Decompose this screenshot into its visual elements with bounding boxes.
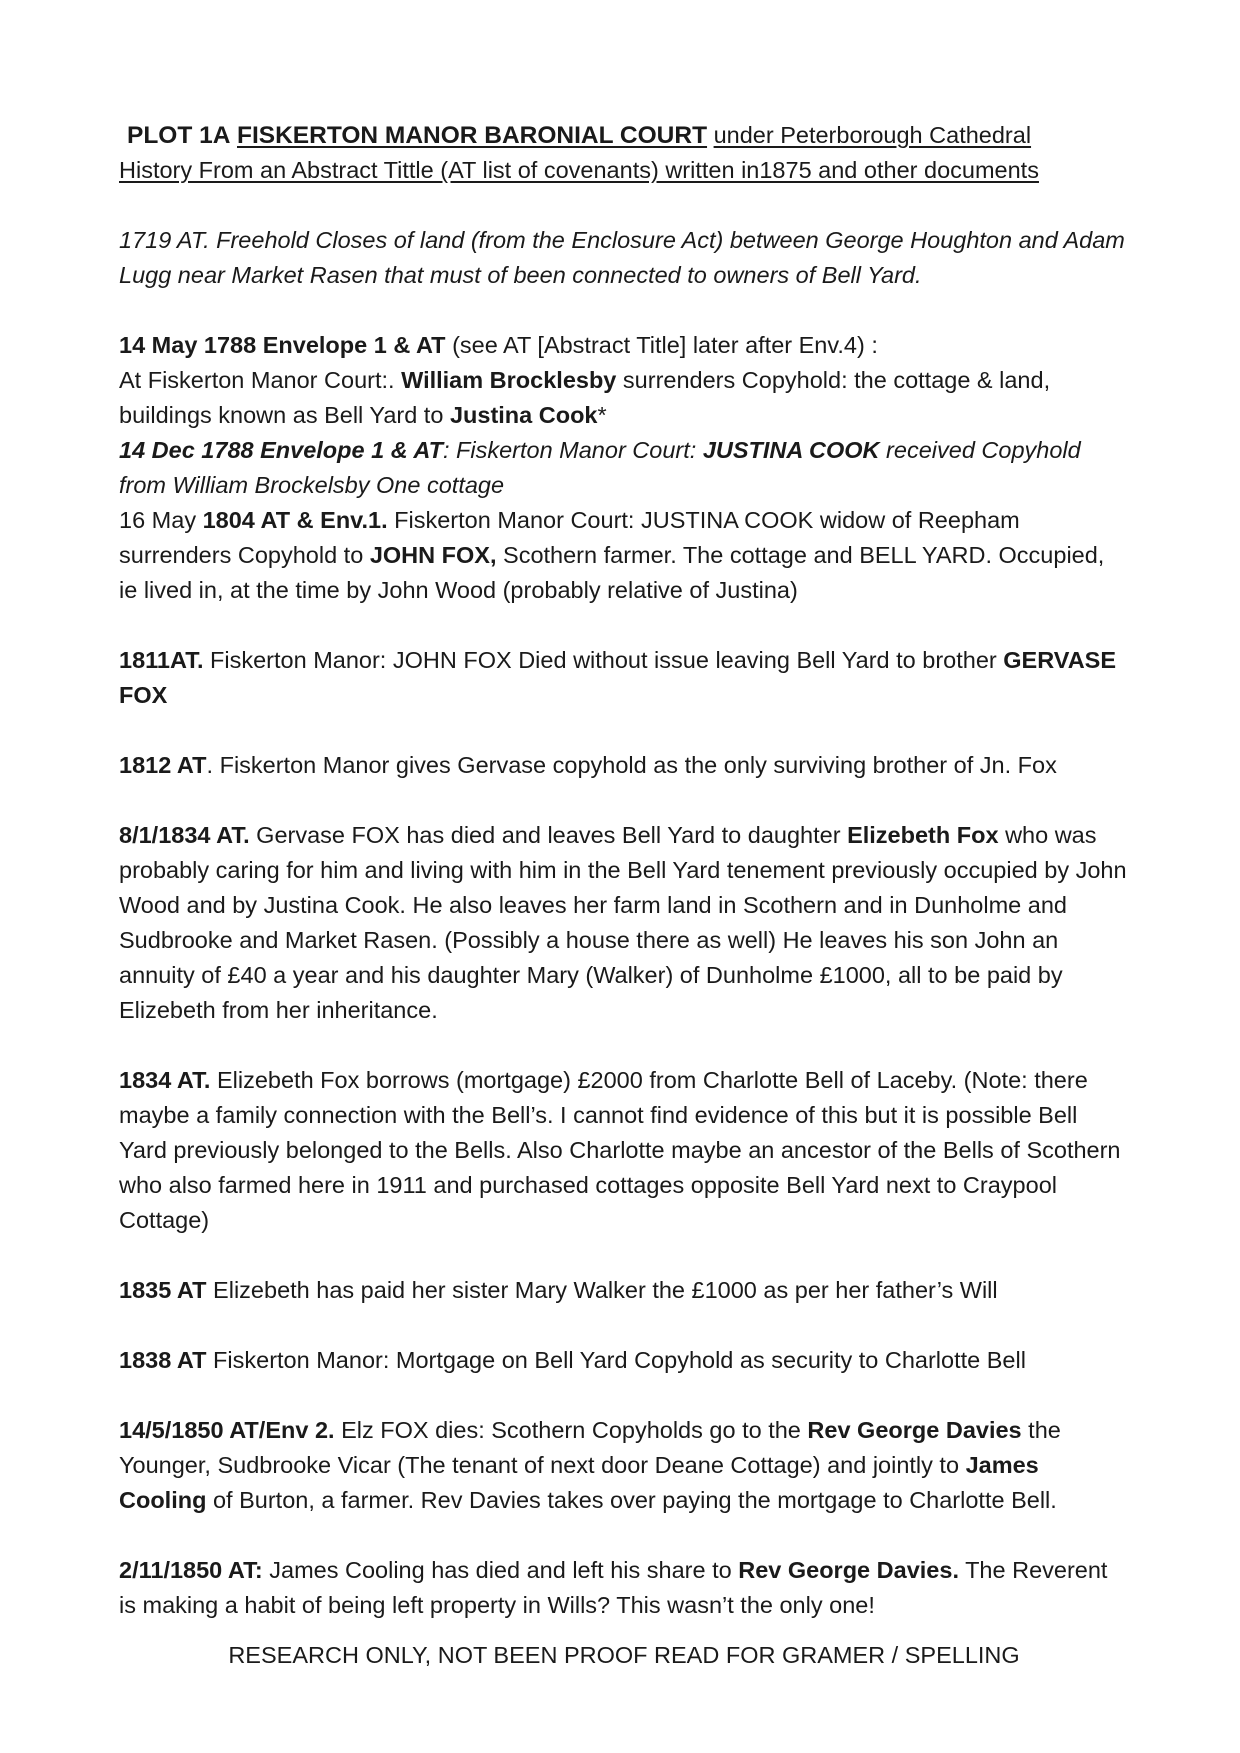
entry-1804 <box>119 503 1129 608</box>
entry-date: 1835 AT <box>119 1277 207 1303</box>
entry-1812 <box>119 748 1129 783</box>
entry-date: 1804 AT & Env.1. <box>202 507 388 533</box>
entry-1834 <box>119 1063 1129 1238</box>
entry-date: 1834 AT. <box>119 1067 211 1093</box>
entry-1838 <box>119 1343 1129 1378</box>
spacer <box>119 1378 1129 1413</box>
entry-text: Scothern farmer. The cottage and BELL YARD. Occupied, ie lived in, at the time by John Wood (probably relative of Justina) <box>119 542 1105 603</box>
entry-1811 <box>119 643 1129 713</box>
entry-text: Gervase FOX has died and leaves Bell Yard to daughter <box>249 822 848 848</box>
title-plot: PLOT 1A <box>127 122 231 149</box>
spacer <box>119 608 1129 643</box>
entry-text: (see AT [Abstract Title] later after Env.4) : <box>445 332 878 358</box>
entry-person: JUSTINA COOK <box>702 437 880 463</box>
entry-text: the Younger, Sudbrooke Vicar (The tenant of next door Deane Cottage) and jointly to <box>119 1417 1061 1478</box>
footer-note: RESEARCH ONLY, NOT BEEN PROOF READ FOR GRAMER / SPELLING <box>228 1642 1020 1668</box>
entry-person: Rev George Davies <box>807 1417 1022 1443</box>
entry-person: Elizebeth Fox <box>847 822 999 848</box>
spacer <box>119 293 1129 328</box>
entry-text: Elizebeth has paid her sister Mary Walker the £1000 as per her father’s Will <box>206 1277 998 1303</box>
entry-date: 14/5/1850 AT/Env 2. <box>119 1417 335 1443</box>
entry-text: James Cooling has died and left his share to <box>262 1557 739 1583</box>
entry-date: 1812 AT <box>119 752 207 778</box>
entry-date: 2/11/1850 AT: <box>119 1557 263 1583</box>
entry-1850-may <box>119 1413 1129 1518</box>
entry-1788-dec <box>119 433 1129 503</box>
spacer <box>119 1028 1129 1063</box>
entry-person: JOHN FOX, <box>369 542 497 568</box>
entry-text: Fiskerton Manor: Mortgage on Bell Yard Copyhold as security to Charlotte Bell <box>206 1347 1026 1373</box>
entry-text: Fiskerton Manor Court: JUSTINA COOK widow of Reepham surrenders Copyhold to <box>119 507 1020 568</box>
spacer <box>119 1308 1129 1343</box>
entry-text: Elizebeth Fox borrows (mortgage) £2000 from Charlotte Bell of Laceby. (Note: there maybe a family connection with the Bell’s. I cannot find evidence of this but it is possible Bell Yard previously belonged to the Bells. Also Charlotte maybe an ancestor of the Bells of Scothern who also farmed here in 1911 and purchased cottages opposite Bell Yard next to Craypool Cottage) <box>119 1067 1121 1233</box>
subtitle-text: History From an Abstract Tittle (AT list of covenants) written in1875 and other documents <box>119 157 1039 183</box>
entry-date: 8/1/1834 AT. <box>119 822 250 848</box>
spacer <box>119 1518 1129 1553</box>
entry-text: Fiskerton Manor: JOHN FOX Died without issue leaving Bell Yard to brother <box>203 647 1004 673</box>
spacer <box>119 188 1129 223</box>
entry-person: GERVASE FOX <box>119 647 1117 708</box>
entry-text: who was probably caring for him and living with him in the Bell Yard tenement previously occupied by John Wood and by Justina Cook. He also leaves her farm land in Scothern and in Dunholme and Sudbrooke and Market Rasen. (Possibly a house there as well) He leaves his son John an annuity of £40 a year and his daughter Mary (Walker) of Dunholme £1000, all to be paid by Elizebeth from her inheritance. <box>119 822 1127 1023</box>
entry-date: 1838 AT <box>119 1347 207 1373</box>
entry-person: William Brocklesby <box>401 367 617 393</box>
entry-text: . Fiskerton Manor gives Gervase copyhold as the only surviving brother of Jn. Fox <box>206 752 1057 778</box>
spacer <box>119 783 1129 818</box>
spacer <box>119 713 1129 748</box>
document-title <box>119 118 1129 153</box>
entry-1850-nov <box>119 1553 1129 1623</box>
entry-text: Elz FOX dies: Scothern Copyholds go to the <box>334 1417 808 1443</box>
entry-date: 1811AT. <box>119 647 204 673</box>
title-under: under Peterborough Cathedral <box>713 122 1032 148</box>
entry-1719: 1719 AT. Freehold Closes of land (from the Enclosure Act) between George Houghton and Adam Lugg near Market Rasen that must of been connected to owners of Bell Yard. <box>119 227 1125 288</box>
entry-text: 16 May <box>119 507 203 533</box>
entry-text: of Burton, a farmer. Rev Davies takes over paying the mortgage to Charlotte Bell. <box>206 1487 1057 1513</box>
entry-date: 14 Dec 1788 Envelope 1 & AT <box>119 437 443 463</box>
entry-text: The Reverent is making a habit of being left property in Wills? This wasn’t the only one! <box>119 1557 1108 1618</box>
title-court: FISKERTON MANOR BARONIAL COURT <box>237 122 708 149</box>
entry-person: Rev George Davies. <box>738 1557 959 1583</box>
entry-1788-may <box>119 328 1129 433</box>
document-body <box>119 118 1129 1623</box>
entry-text: received Copyhold from William Brockelsby One cottage <box>119 437 1081 498</box>
entry-date: 14 May 1788 Envelope 1 & AT <box>119 332 446 358</box>
entry-text: surrenders Copyhold: the cottage & land, buildings known as Bell Yard to <box>119 367 1051 428</box>
spacer <box>119 1238 1129 1273</box>
entry-text: : Fiskerton Manor Court: <box>442 437 703 463</box>
entry-person: Justina Cook <box>449 402 598 428</box>
entry-1834-jan <box>119 818 1129 1028</box>
entry-text: At Fiskerton Manor Court:. <box>119 367 402 393</box>
entry-text: * <box>597 402 607 428</box>
entry-person: James Cooling <box>119 1452 1039 1513</box>
entry-1835 <box>119 1273 1129 1308</box>
document-subtitle <box>119 153 1129 188</box>
